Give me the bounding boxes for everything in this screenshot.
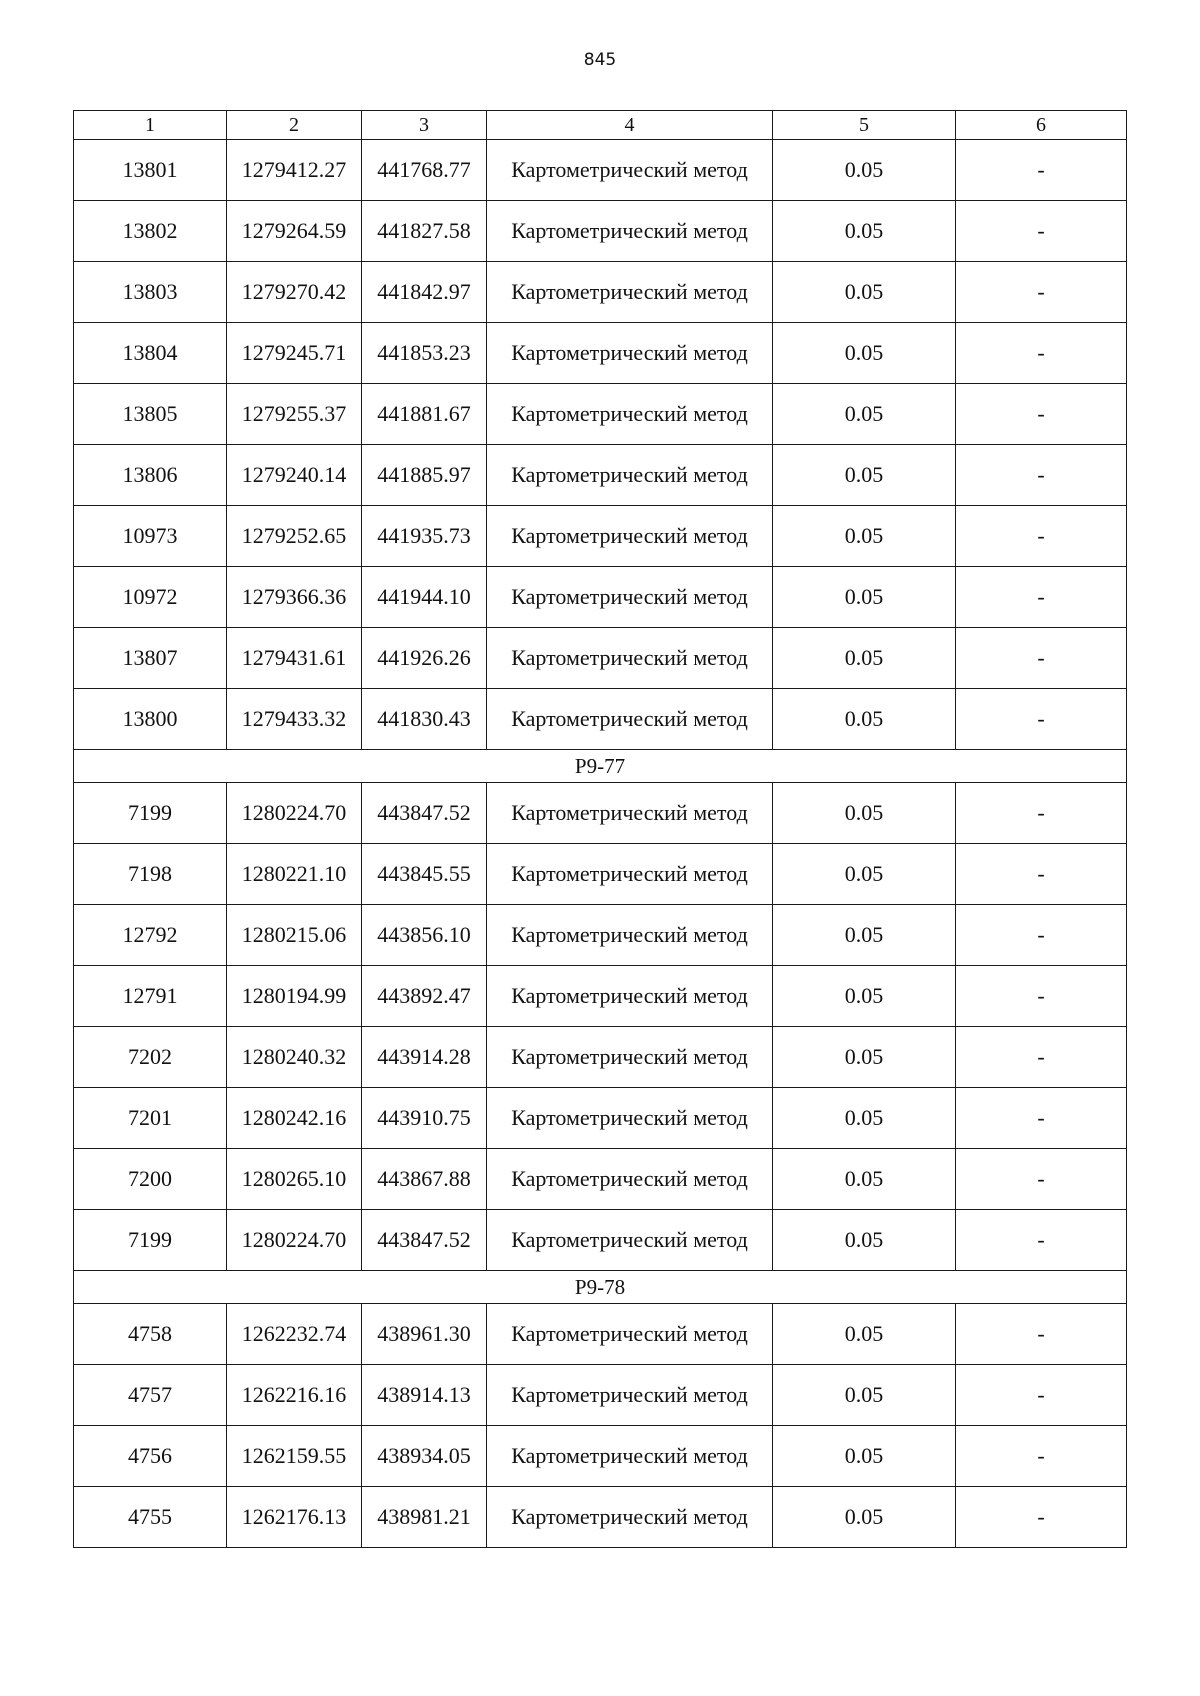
description-cell: - <box>956 262 1127 323</box>
accuracy-cell: 0.05 <box>773 201 956 262</box>
column-header-row <box>74 111 1127 140</box>
point-number-cell: 4757 <box>74 1365 227 1426</box>
y-coordinate-cell: 441842.97 <box>362 262 487 323</box>
table-row <box>74 1088 1127 1149</box>
description-cell: - <box>956 506 1127 567</box>
table-row <box>74 1027 1127 1088</box>
y-coordinate-cell: 441935.73 <box>362 506 487 567</box>
x-coordinate-cell: 1279270.42 <box>227 262 362 323</box>
accuracy-cell: 0.05 <box>773 140 956 201</box>
point-number-cell: 4756 <box>74 1426 227 1487</box>
y-coordinate-cell: 441881.67 <box>362 384 487 445</box>
y-coordinate-cell: 438914.13 <box>362 1365 487 1426</box>
accuracy-cell: 0.05 <box>773 1487 956 1548</box>
description-cell: - <box>956 628 1127 689</box>
column-header: 6 <box>956 111 1127 140</box>
point-number-cell: 10972 <box>74 567 227 628</box>
x-coordinate-cell: 1262232.74 <box>227 1304 362 1365</box>
column-header: 2 <box>227 111 362 140</box>
table-row <box>74 140 1127 201</box>
x-coordinate-cell: 1279366.36 <box>227 567 362 628</box>
accuracy-cell: 0.05 <box>773 966 956 1027</box>
method-cell: Картометрический метод <box>487 689 773 750</box>
x-coordinate-cell: 1280194.99 <box>227 966 362 1027</box>
coordinates-table <box>73 110 1127 1548</box>
table-row <box>74 689 1127 750</box>
accuracy-cell: 0.05 <box>773 262 956 323</box>
accuracy-cell: 0.05 <box>773 628 956 689</box>
description-cell: - <box>956 1304 1127 1365</box>
point-number-cell: 13804 <box>74 323 227 384</box>
description-cell: - <box>956 689 1127 750</box>
description-cell: - <box>956 1426 1127 1487</box>
y-coordinate-cell: 441853.23 <box>362 323 487 384</box>
y-coordinate-cell: 443856.10 <box>362 905 487 966</box>
description-cell: - <box>956 384 1127 445</box>
accuracy-cell: 0.05 <box>773 1304 956 1365</box>
y-coordinate-cell: 443892.47 <box>362 966 487 1027</box>
point-number-cell: 12792 <box>74 905 227 966</box>
description-cell: - <box>956 1149 1127 1210</box>
point-number-cell: 13803 <box>74 262 227 323</box>
x-coordinate-cell: 1280265.10 <box>227 1149 362 1210</box>
method-cell: Картометрический метод <box>487 262 773 323</box>
point-number-cell: 4755 <box>74 1487 227 1548</box>
y-coordinate-cell: 438981.21 <box>362 1487 487 1548</box>
table-row <box>74 384 1127 445</box>
x-coordinate-cell: 1262216.16 <box>227 1365 362 1426</box>
accuracy-cell: 0.05 <box>773 384 956 445</box>
table-body <box>74 111 1127 1548</box>
description-cell: - <box>956 783 1127 844</box>
description-cell: - <box>956 844 1127 905</box>
column-header: 3 <box>362 111 487 140</box>
description-cell: - <box>956 140 1127 201</box>
accuracy-cell: 0.05 <box>773 445 956 506</box>
point-number-cell: 7199 <box>74 783 227 844</box>
y-coordinate-cell: 441830.43 <box>362 689 487 750</box>
y-coordinate-cell: 438934.05 <box>362 1426 487 1487</box>
point-number-cell: 13806 <box>74 445 227 506</box>
table-row <box>74 844 1127 905</box>
point-number-cell: 7200 <box>74 1149 227 1210</box>
table-row <box>74 323 1127 384</box>
x-coordinate-cell: 1279255.37 <box>227 384 362 445</box>
method-cell: Картометрический метод <box>487 783 773 844</box>
method-cell: Картометрический метод <box>487 445 773 506</box>
accuracy-cell: 0.05 <box>773 783 956 844</box>
method-cell: Картометрический метод <box>487 1487 773 1548</box>
x-coordinate-cell: 1279433.32 <box>227 689 362 750</box>
x-coordinate-cell: 1279264.59 <box>227 201 362 262</box>
page-number: 845 <box>583 50 617 70</box>
method-cell: Картометрический метод <box>487 966 773 1027</box>
method-cell: Картометрический метод <box>487 1210 773 1271</box>
point-number-cell: 7201 <box>74 1088 227 1149</box>
accuracy-cell: 0.05 <box>773 1088 956 1149</box>
point-number-cell: 13807 <box>74 628 227 689</box>
method-cell: Картометрический метод <box>487 506 773 567</box>
x-coordinate-cell: 1280224.70 <box>227 1210 362 1271</box>
group-label: Р9-77 <box>74 750 1127 783</box>
accuracy-cell: 0.05 <box>773 1210 956 1271</box>
y-coordinate-cell: 443847.52 <box>362 783 487 844</box>
y-coordinate-cell: 441926.26 <box>362 628 487 689</box>
accuracy-cell: 0.05 <box>773 1149 956 1210</box>
accuracy-cell: 0.05 <box>773 844 956 905</box>
x-coordinate-cell: 1279240.14 <box>227 445 362 506</box>
method-cell: Картометрический метод <box>487 567 773 628</box>
x-coordinate-cell: 1280215.06 <box>227 905 362 966</box>
group-label: Р9-78 <box>74 1271 1127 1304</box>
table-row <box>74 783 1127 844</box>
x-coordinate-cell: 1279245.71 <box>227 323 362 384</box>
y-coordinate-cell: 438961.30 <box>362 1304 487 1365</box>
point-number-cell: 13805 <box>74 384 227 445</box>
accuracy-cell: 0.05 <box>773 323 956 384</box>
accuracy-cell: 0.05 <box>773 905 956 966</box>
x-coordinate-cell: 1280221.10 <box>227 844 362 905</box>
method-cell: Картометрический метод <box>487 1027 773 1088</box>
description-cell: - <box>956 1487 1127 1548</box>
x-coordinate-cell: 1279252.65 <box>227 506 362 567</box>
x-coordinate-cell: 1280240.32 <box>227 1027 362 1088</box>
point-number-cell: 13802 <box>74 201 227 262</box>
table-row <box>74 1365 1127 1426</box>
method-cell: Картометрический метод <box>487 905 773 966</box>
point-number-cell: 10973 <box>74 506 227 567</box>
point-number-cell: 7198 <box>74 844 227 905</box>
accuracy-cell: 0.05 <box>773 689 956 750</box>
table-row <box>74 1304 1127 1365</box>
description-cell: - <box>956 1088 1127 1149</box>
point-number-cell: 4758 <box>74 1304 227 1365</box>
y-coordinate-cell: 441768.77 <box>362 140 487 201</box>
description-cell: - <box>956 445 1127 506</box>
description-cell: - <box>956 201 1127 262</box>
x-coordinate-cell: 1280242.16 <box>227 1088 362 1149</box>
description-cell: - <box>956 323 1127 384</box>
method-cell: Картометрический метод <box>487 1426 773 1487</box>
table-row <box>74 1210 1127 1271</box>
description-cell: - <box>956 966 1127 1027</box>
description-cell: - <box>956 1027 1127 1088</box>
table-row <box>74 966 1127 1027</box>
accuracy-cell: 0.05 <box>773 1365 956 1426</box>
point-number-cell: 13801 <box>74 140 227 201</box>
description-cell: - <box>956 1365 1127 1426</box>
column-header: 5 <box>773 111 956 140</box>
method-cell: Картометрический метод <box>487 140 773 201</box>
accuracy-cell: 0.05 <box>773 1027 956 1088</box>
method-cell: Картометрический метод <box>487 384 773 445</box>
table-row <box>74 905 1127 966</box>
accuracy-cell: 0.05 <box>773 506 956 567</box>
table-row <box>74 262 1127 323</box>
table-row <box>74 1149 1127 1210</box>
method-cell: Картометрический метод <box>487 844 773 905</box>
table-row <box>74 506 1127 567</box>
y-coordinate-cell: 441944.10 <box>362 567 487 628</box>
accuracy-cell: 0.05 <box>773 567 956 628</box>
y-coordinate-cell: 443845.55 <box>362 844 487 905</box>
table-row <box>74 628 1127 689</box>
method-cell: Картометрический метод <box>487 1304 773 1365</box>
point-number-cell: 12791 <box>74 966 227 1027</box>
accuracy-cell: 0.05 <box>773 1426 956 1487</box>
table-row <box>74 201 1127 262</box>
point-number-cell: 7202 <box>74 1027 227 1088</box>
y-coordinate-cell: 443867.88 <box>362 1149 487 1210</box>
y-coordinate-cell: 441827.58 <box>362 201 487 262</box>
column-header: 1 <box>74 111 227 140</box>
x-coordinate-cell: 1279431.61 <box>227 628 362 689</box>
table-row <box>74 445 1127 506</box>
method-cell: Картометрический метод <box>487 323 773 384</box>
x-coordinate-cell: 1279412.27 <box>227 140 362 201</box>
description-cell: - <box>956 905 1127 966</box>
method-cell: Картометрический метод <box>487 201 773 262</box>
y-coordinate-cell: 443914.28 <box>362 1027 487 1088</box>
x-coordinate-cell: 1280224.70 <box>227 783 362 844</box>
group-header-row <box>74 750 1127 783</box>
table-row <box>74 567 1127 628</box>
x-coordinate-cell: 1262159.55 <box>227 1426 362 1487</box>
y-coordinate-cell: 441885.97 <box>362 445 487 506</box>
y-coordinate-cell: 443910.75 <box>362 1088 487 1149</box>
table-row <box>74 1426 1127 1487</box>
table-row <box>74 1487 1127 1548</box>
description-cell: - <box>956 567 1127 628</box>
description-cell: - <box>956 1210 1127 1271</box>
y-coordinate-cell: 443847.52 <box>362 1210 487 1271</box>
method-cell: Картометрический метод <box>487 628 773 689</box>
point-number-cell: 7199 <box>74 1210 227 1271</box>
point-number-cell: 13800 <box>74 689 227 750</box>
method-cell: Картометрический метод <box>487 1088 773 1149</box>
method-cell: Картометрический метод <box>487 1365 773 1426</box>
x-coordinate-cell: 1262176.13 <box>227 1487 362 1548</box>
method-cell: Картометрический метод <box>487 1149 773 1210</box>
group-header-row <box>74 1271 1127 1304</box>
column-header: 4 <box>487 111 773 140</box>
